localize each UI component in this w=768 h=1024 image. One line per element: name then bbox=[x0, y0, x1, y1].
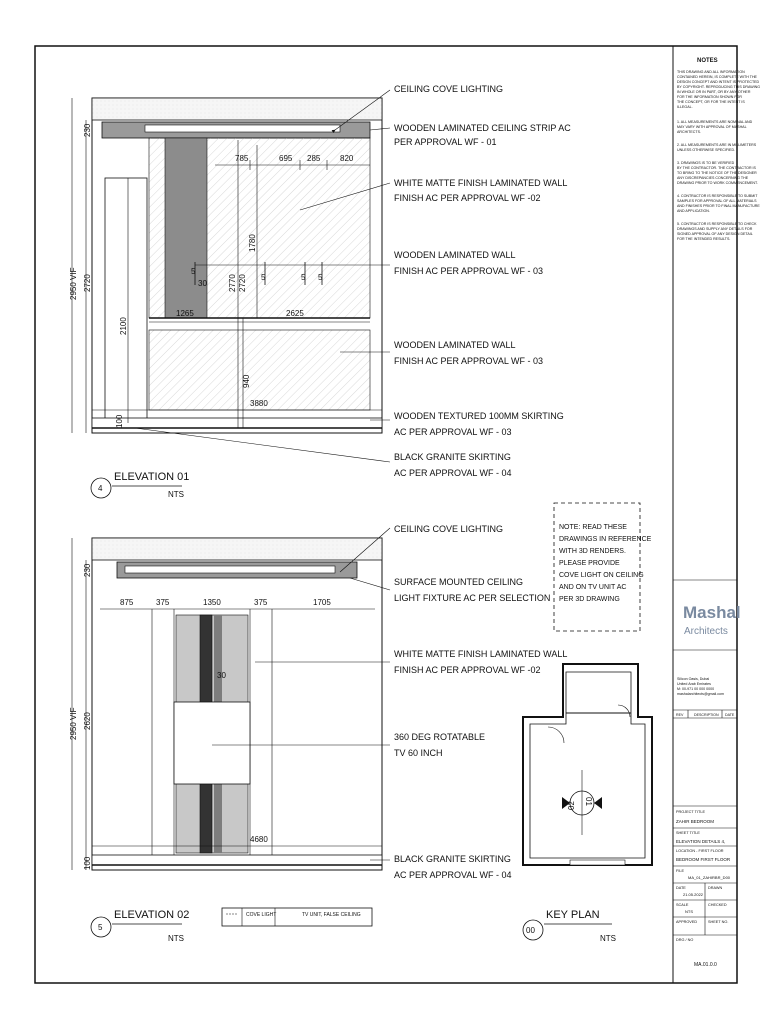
note-line-2: WITH 3D RENDERS. bbox=[559, 548, 626, 555]
elev01-callout-8: FINISH AC PER APPROVAL WF - 03 bbox=[394, 356, 544, 366]
drawing-no-label: DRG / NO bbox=[676, 938, 694, 942]
elev01-left-door bbox=[105, 178, 147, 423]
elev01-callout-6: FINISH AC PER APPROVAL WF - 03 bbox=[394, 266, 544, 276]
notes-line: ANY DISCREPANCIES CONCERNING THE bbox=[677, 176, 749, 180]
elev01-title: ELEVATION 01 bbox=[114, 471, 190, 483]
elev01-number: 4 bbox=[98, 484, 103, 493]
elev01-callout-11: BLACK GRANITE SKIRTING bbox=[394, 452, 511, 462]
key-plan-marker-b: 02 bbox=[567, 801, 576, 810]
logo-line-2: Architects bbox=[684, 626, 728, 637]
elev01-dark-panel bbox=[165, 138, 207, 318]
elev02-dim-2620: 2620 bbox=[83, 712, 92, 730]
elev01-callout-1: WOODEN LAMINATED CEILING STRIP AC bbox=[394, 123, 571, 133]
elev01-callout-3: WHITE MATTE FINISH LAMINATED WALL bbox=[394, 178, 568, 188]
elev01-callout-7: WOODEN LAMINATED WALL bbox=[394, 340, 516, 350]
note-line-0: NOTE: READ THESE bbox=[559, 524, 627, 531]
elev02-dim-4680: 4680 bbox=[250, 835, 268, 844]
rev-col-1: DESCRIPTION bbox=[694, 713, 719, 717]
rev-col-2: DATE bbox=[725, 713, 735, 717]
elev01-dim-2625: 2625 bbox=[286, 309, 304, 318]
scale-value: NTS bbox=[685, 909, 693, 914]
elev02-callout-2: LIGHT FIXTURE AC PER SELECTION bbox=[394, 593, 551, 603]
note-line-4: COVE LIGHT ON CEILING bbox=[559, 572, 644, 579]
key-plan-outline bbox=[523, 664, 652, 865]
note-line-3: PLEASE PROVIDE bbox=[559, 560, 620, 567]
notes-line: TO BRING TO THE NOTICE OF THE DESIGNER bbox=[677, 171, 757, 175]
elev01-callout-10: AC PER APPROVAL WF - 03 bbox=[394, 427, 512, 437]
address-line-1: United Arab Emirates bbox=[677, 682, 711, 686]
notes-line: CONTAINED HEREIN, IS COMPLETE WITH THE bbox=[677, 75, 757, 79]
notes-text bbox=[677, 70, 760, 241]
elev02-dim-375b: 375 bbox=[254, 598, 268, 607]
notes-line: BY THE CONTRACTOR. THE CONTRACTOR IS bbox=[677, 166, 756, 170]
elev02-ceiling-slab bbox=[92, 538, 382, 560]
elev02-dim-230: 230 bbox=[83, 563, 92, 577]
file-value: MA_01_ZAHIRBR_D00 bbox=[688, 875, 731, 880]
checked-label: CHECKED bbox=[708, 903, 727, 907]
notes-line: THE CONCEPT, OR FOR THE INTENT IS bbox=[677, 100, 745, 104]
note-line-5: AND ON TV UNIT AC bbox=[559, 584, 627, 591]
elev01-dim-230: 230 bbox=[83, 123, 92, 137]
elev02-callout-5: 360 DEG ROTATABLE bbox=[394, 732, 486, 742]
elev01-lower-panel bbox=[149, 330, 370, 410]
notes-line: 4. CONTRACTOR IS RESPONSIBLE TO SUBMIT bbox=[677, 194, 758, 198]
elev02-scale: NTS bbox=[168, 934, 184, 943]
notes-line: MAY VARY WITH APPROVAL OF MASHAL bbox=[677, 125, 747, 129]
logo-line-1: Mashal bbox=[683, 603, 741, 622]
notes-line: UNLESS OTHERWISE SPECIFIED. bbox=[677, 148, 736, 152]
key-plan-title: KEY PLAN bbox=[546, 909, 600, 921]
project-label: PROJECT TITLE bbox=[676, 810, 705, 814]
elev01-dim-5b: 5 bbox=[261, 273, 266, 282]
elev01-callout-5: WOODEN LAMINATED WALL bbox=[394, 250, 516, 260]
notes-line: FOR THE INTENDED RESULTS. bbox=[677, 237, 731, 241]
notes-line: DESIGN CONCEPT AND INTENT IS PROTECTED bbox=[677, 80, 760, 84]
drawing-no-value: MA.01.0.0 bbox=[694, 962, 717, 968]
project-value: ZAHIR BEDROOM bbox=[676, 819, 715, 824]
elev02-title: ELEVATION 02 bbox=[114, 909, 190, 921]
elev01-dim-1265: 1265 bbox=[176, 309, 194, 318]
note-box-border bbox=[554, 503, 640, 631]
note-line-1: DRAWINGS IN REFERENCE bbox=[559, 536, 652, 543]
notes-line: ARCHITECTS. bbox=[677, 130, 701, 134]
approved-label: APPROVED bbox=[676, 920, 698, 924]
elev01-callout-4: FINISH AC PER APPROVAL WF -02 bbox=[394, 193, 541, 203]
note-line-6: PER 3D DRAWING bbox=[559, 596, 620, 603]
elev01-dim-2720b: 2720 bbox=[238, 274, 247, 292]
address-line-2: M: 00-971 00 000 0000 bbox=[677, 687, 715, 691]
elev01-dim-total: 2950 VIF bbox=[69, 267, 78, 300]
key-plan-marker-a: 01 bbox=[584, 797, 593, 806]
key-plan-scale: NTS bbox=[600, 934, 616, 943]
scale-label: SCALE bbox=[676, 903, 689, 907]
notes-heading: NOTES bbox=[697, 58, 718, 64]
elev02-number: 5 bbox=[98, 923, 103, 932]
elev02-callout-7: BLACK GRANITE SKIRTING bbox=[394, 854, 511, 864]
elev01-dim-1780: 1780 bbox=[248, 234, 257, 252]
notes-line: 5. CONTRACTOR IS RESPONSIBLE TO CHECK bbox=[677, 222, 757, 226]
elev01-dim-2100: 2100 bbox=[119, 317, 128, 335]
notes-line: BY COPYRIGHT. REPRODUCING THIS DRAWING bbox=[677, 85, 760, 89]
elev01-callout-0: CEILING COVE LIGHTING bbox=[394, 84, 504, 94]
notes-line: 2. ALL MEASUREMENTS ARE IN MILLIMETERS bbox=[677, 143, 757, 147]
elev02-dim-100: 100 bbox=[83, 856, 92, 870]
title-block bbox=[673, 58, 760, 968]
key-plan-window bbox=[570, 860, 625, 865]
elev02-legend-1: TV UNIT, FALSE CEILING bbox=[302, 912, 361, 918]
elevation-01 bbox=[69, 84, 571, 499]
elev01-dim-940: 940 bbox=[242, 374, 251, 388]
notes-line: FOR THE INFORMATION SHOWN FOR bbox=[677, 95, 742, 99]
key-plan-number: 00 bbox=[526, 926, 535, 935]
elev01-dim-30: 30 bbox=[198, 279, 207, 288]
notes-line: DRAWINGS AND SUPPLY ANY DETAILS FOR bbox=[677, 227, 753, 231]
elev01-scale: NTS bbox=[168, 490, 184, 499]
note-box bbox=[554, 503, 652, 631]
elevation-02 bbox=[69, 524, 567, 943]
elev01-dim-695: 695 bbox=[279, 154, 293, 163]
elev01-dim-285: 285 bbox=[307, 154, 321, 163]
elev01-dim-820: 820 bbox=[340, 154, 354, 163]
location-label: LOCATION - FIRST FLOOR bbox=[676, 849, 724, 853]
elev02-dim-375a: 375 bbox=[156, 598, 170, 607]
elev01-dim-785: 785 bbox=[235, 154, 249, 163]
elev01-callout-9: WOODEN TEXTURED 100MM SKIRTING bbox=[394, 411, 564, 421]
drawn-label: DRAWN bbox=[708, 886, 723, 890]
key-plan bbox=[523, 664, 652, 943]
file-label: FILE bbox=[676, 869, 685, 873]
sheet-label: SHEET TITLE bbox=[676, 831, 700, 835]
elev02-callout-0: CEILING COVE LIGHTING bbox=[394, 524, 504, 534]
date-label: DATE bbox=[676, 886, 686, 890]
sheet-no-label: SHEET NO. bbox=[708, 920, 729, 924]
elev02-callout-6: TV 60 INCH bbox=[394, 748, 443, 758]
elev01-dim-100: 100 bbox=[115, 414, 124, 428]
elev02-dim-875: 875 bbox=[120, 598, 134, 607]
elev01-ceiling-slab bbox=[92, 98, 382, 120]
notes-line: DRAWING PRIOR TO WORK COMMENCEMENT. bbox=[677, 181, 758, 185]
elev02-dim-30: 30 bbox=[217, 671, 226, 680]
rev-col-0: REV bbox=[676, 713, 684, 717]
notes-line: 3. DRAWINGS IS TO BE VERIFIED bbox=[677, 161, 735, 165]
elev02-tv-screen bbox=[174, 702, 250, 784]
elev01-callout-2: PER APPROVAL WF - 01 bbox=[394, 137, 497, 147]
elev01-skirting bbox=[92, 418, 382, 428]
elev02-dim-1350: 1350 bbox=[203, 598, 221, 607]
sheet-value: ELEVATION DETAILS 4, bbox=[676, 839, 726, 844]
elev01-dim-5d: 5 bbox=[318, 273, 323, 282]
elev01-cove-light bbox=[145, 125, 340, 132]
date-value: 21.05.2022 bbox=[683, 892, 704, 897]
elev02-legend-0: COVE LIGHT bbox=[246, 912, 277, 918]
notes-line: AND FINISHES PRIOR TO FINAL MANUFACTURE bbox=[677, 204, 760, 208]
address-line-3: mashalarchitects@gmail.com bbox=[677, 692, 724, 696]
notes-line: SIGNED APPROVAL OF ANY DESIGN DETAIL bbox=[677, 232, 753, 236]
elev01-dim-2770: 2770 bbox=[228, 274, 237, 292]
elev01-dim-2720: 2720 bbox=[83, 274, 92, 292]
notes-line: IN WHOLE OR IN PART, OR BY ANY OTHER bbox=[677, 90, 751, 94]
location-value: BEDROOM FIRST FLOOR bbox=[676, 857, 731, 862]
elev02-dim-1705: 1705 bbox=[313, 598, 331, 607]
elev01-dim-3880: 3880 bbox=[250, 399, 268, 408]
notes-line: SAMPLES FOR APPROVAL OF ALL MATERIALS bbox=[677, 199, 757, 203]
notes-line: THIS DRAWING AND ALL INFORMATION bbox=[677, 70, 745, 74]
notes-line: AND APPLICATION. bbox=[677, 209, 710, 213]
elev02-skirting bbox=[92, 855, 382, 865]
elev02-cove-light bbox=[125, 566, 335, 573]
elev01-dim-5a: 5 bbox=[191, 267, 196, 276]
elev02-callout-8: AC PER APPROVAL WF - 04 bbox=[394, 870, 512, 880]
elev02-callout-1: SURFACE MOUNTED CEILING bbox=[394, 577, 524, 587]
elev01-dim-5c: 5 bbox=[301, 273, 306, 282]
elev02-callout-4: FINISH AC PER APPROVAL WF -02 bbox=[394, 665, 541, 675]
address-line-0: Silicon Oasis, Dubai bbox=[677, 677, 710, 681]
notes-line: ILLEGAL. bbox=[677, 105, 693, 109]
elev02-callout-3: WHITE MATTE FINISH LAMINATED WALL bbox=[394, 649, 568, 659]
elev01-callout-12: AC PER APPROVAL WF - 04 bbox=[394, 468, 512, 478]
elev02-dim-total: 2950 VIF bbox=[69, 707, 78, 740]
notes-line: 1. ALL MEASUREMENTS ARE NOMINAL AND bbox=[677, 120, 753, 124]
